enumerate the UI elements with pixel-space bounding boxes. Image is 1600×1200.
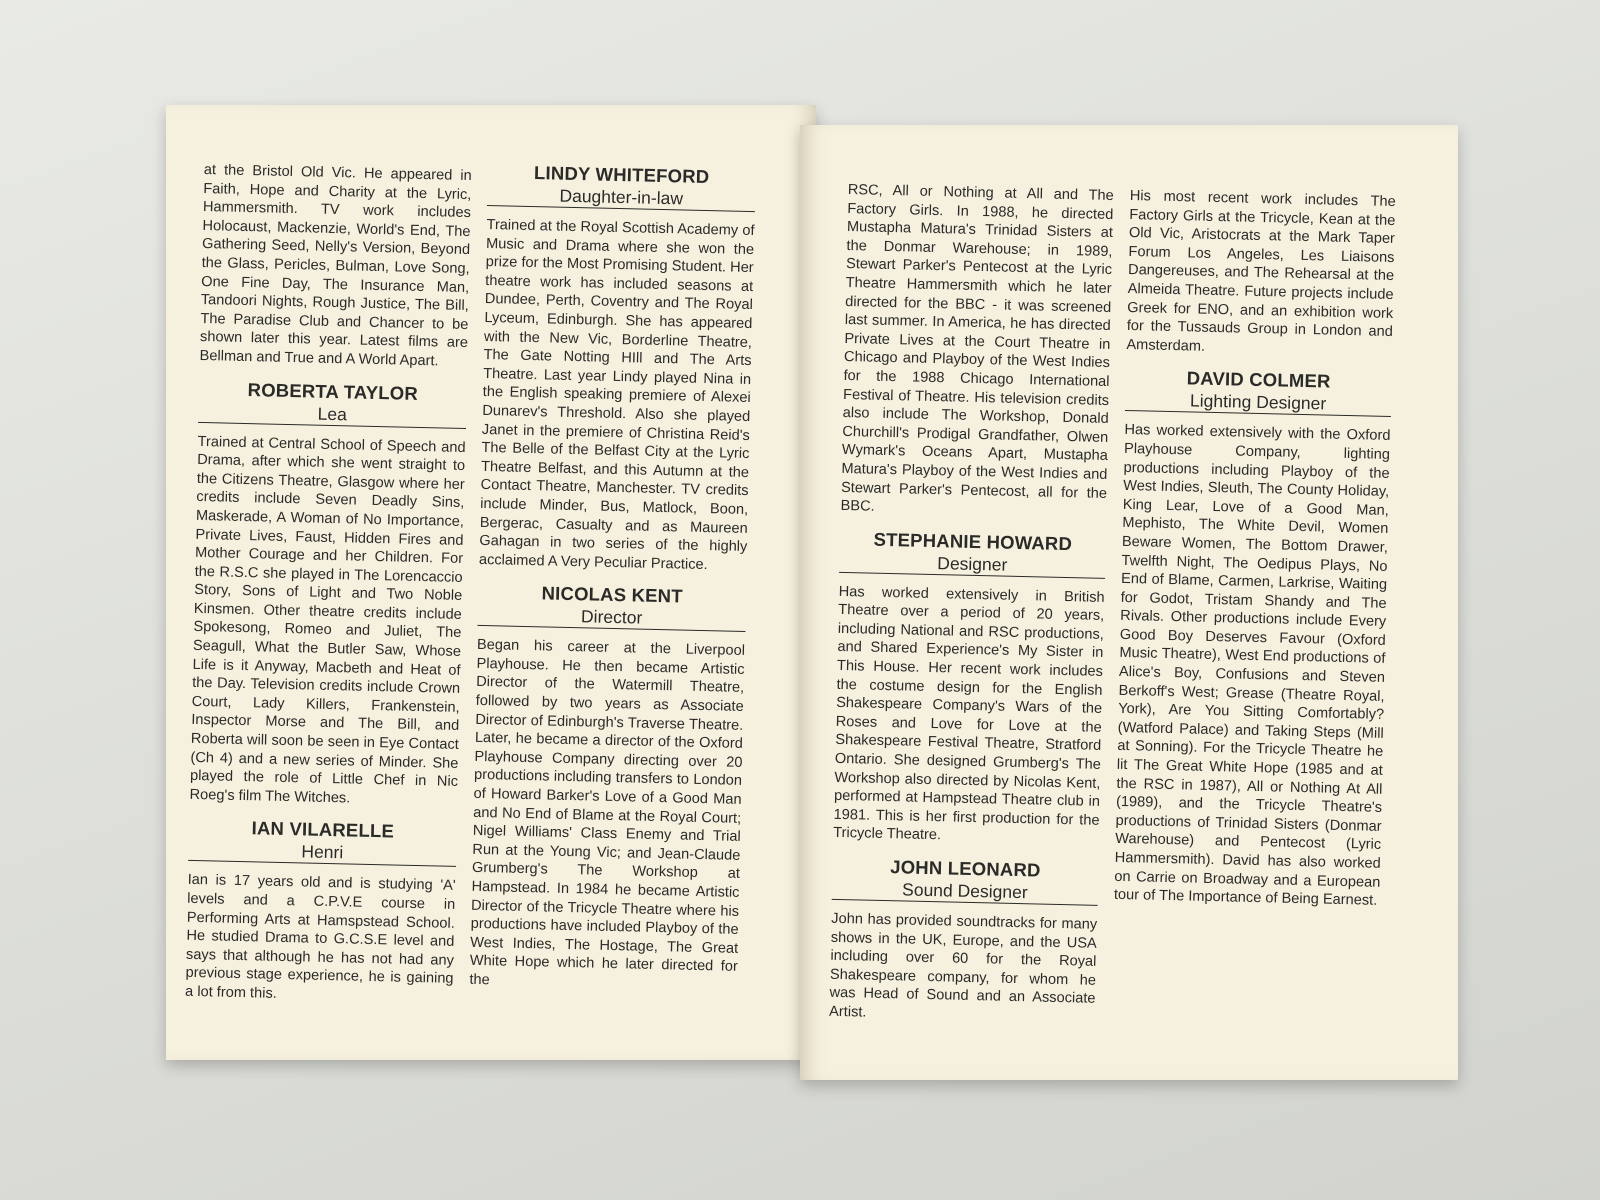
credit-role: Daughter-in-law (559, 185, 684, 209)
left-page-column-1 (185, 161, 472, 1007)
credit-entry (469, 581, 746, 995)
credit-name: DAVID COLMER (1186, 367, 1331, 392)
credit-name: IAN VILARELLE (251, 817, 395, 842)
credit-name: STEPHANIE HOWARD (873, 528, 1073, 554)
credit-role: Lea (317, 403, 348, 424)
credit-bio: Began his career at the Liverpool Playhouse. He then became Artistic Director of the Watermill Theatre, followed by two years as Associate Director of Edinburgh's Traverse Theatre. Later, he became a director of the Oxford Playhouse Company directing over 20 productions including transfers to London of Howard Barker's Love of a Good Man and No End of Blame at the Royal Court; Nigel Williams' Class Enemy and Trial Run at the Young Vic; and Jean-Claude Grumberg's The Workshop at Hampstead. In 1984 he became Artistic Director of the Tricycle Theatre where his productions have included Playboy of the West Indies, The Hostage, The Great White Hope which he later directed for the (469, 637, 746, 989)
credit-bio: John has provided soundtracks for many shows in the UK, Europe, and the USA including over 60 for the Royal Shakespeare company, for whom he was Head of Sound and an Associate Artist. (828, 910, 1098, 1021)
right-page-column-1 (829, 181, 1114, 1027)
credit-name: LINDY WHITEFORD (533, 162, 710, 188)
left-page-column-2 (469, 161, 756, 995)
credit-entry (1114, 366, 1392, 910)
credit-role: Henri (301, 841, 344, 863)
credit-entry (833, 528, 1106, 849)
credit-bio: Trained at the Royal Scottish Academy of Music and Drama where she won the prize for the Most Promising Student. Her theatre work has included seasons at Dundee, Perth, Coventry and The Royal Lyceum, Edinburgh. She has appeared with the New Vic, Borderline Theatre, The Gate Notting HIll and The Arts Theatre. Last year Lindy played Nina in the English speaking premiere of Alexei Dunarev's Threshold. Also she played Janet in the premiere of Christina Reid's The Belle of the Belfast City at the Lyric Theatre Belfast, and this Autumn at the Contact Theatre, Manchester. TV credits include Minder, Bus, Matlock, Boon, Bergerac, Casualty and as Maureen Gahagan in two series of the highly acclaimed A Very Peculiar Practice. (478, 216, 755, 573)
credit-entry (189, 377, 467, 810)
right-page-column-2 (1114, 187, 1396, 911)
credit-entry (185, 816, 457, 1007)
credit-name: ROBERTA TAYLOR (247, 378, 419, 404)
credit-name: NICOLAS KENT (541, 582, 683, 607)
credit-role: Director (580, 606, 643, 628)
left-page (166, 105, 816, 1060)
credit-role: Lighting Designer (1189, 390, 1327, 414)
credit-bio: Has worked extensively in British Theatre over a period of 20 years, including National and RSC productions, and Shared Experience's My Sister in This House. Her recent work includes the costume design for the English Shakespeare Company's Wars of the Roses and Love for Love at the Shakespeare Festival Theatre, Stratford Ontario. She designed Grumberg's The Workshop also directed by Nicolas Kent, performed at Hampstead Theatre club in 1981. This is her first production for the Tricycle Theatre. (833, 583, 1105, 844)
continued-text: RSC, All or Nothing at All and The Factory Girls. In 1988, he directed Mustapha Matura's Trinidad Sisters at the Donmar Warehouse; in 1989, Stewart Parker's Pentecost at the Lyric Theatre Hammersmith which he later directed for the BBC - it was screened last summer. In America, he has directed Private Lives at the Court Theatre in Chicago and Playboy of the West Indies for the 1988 Chicago International Festival of Theatre. His television credits also include The Workshop, Donald Churchill's Prodigal Grandfather, Olwen Wymark's Oceans Apart, Mustapha Matura's Playboy of the West Indies and Stewart Parker's Pentecost, all for the BBC. (840, 181, 1114, 515)
credit-bio: Trained at Central School of Speech and Drama, after which she went straight to the Citizens Theatre, Glasgow where her credits include Seven Deadly Sins, Maskerade, A Woman of No Importance, Private Lives, Faust, Hidden Fires and Mother Courage and her Children. For the R.S.C she played in The Lorencaccio Story, Sons of Light and Two Noble Kinsmen. Other theatre credits include Spokesong, Romeo and Juliet, The Seagull, What the Butler Saw, Whose Life is it Anyway, Macbeth and Heat of the Day. Television credits include Crown Court, Lady Killers, Frankenstein, Inspector Morse and The Bill, and Roberta will soon be seen in Eye Contact (Ch 4) and a new series of Minder. She played the role of Little Chef in Nic Roeg's film The Witches. (189, 433, 466, 807)
credit-bio: Ian is 17 years old and is studying 'A' levels and a C.P.V.E course in Performing Arts at Hamspstead School. He studied Drama to G.C.S.E level and says that although he has not had any previous stage experience, he is gaining a lot from this. (184, 872, 456, 1002)
credit-entry (479, 161, 756, 575)
credit-role: Designer (937, 552, 1008, 575)
continued-text: at the Bristol Old Vic. He appeared in Faith, Hope and Charity at the Lyric, Hammersmith. TV work includes Holocaust, Mackenzie, World's End, The Gathering Seed, Nelly's Version, Beyond the Glass, Pericles, Bulman, Love Song, One Fine Day, The Insurance Man, Tandoori Nights, Rough Justice, The Bill, The Paradise Club and Chancer to be shown later this year. Latest films are Bellman and True and A World Apart. (199, 161, 472, 370)
credit-name: JOHN LEONARD (889, 856, 1041, 881)
credit-bio: Has worked extensively with the Oxford Playhouse Company, lighting productions including Playboy of the West Indies, Sleuth, The County Holiday, King Lear, Love of a Good Man, Mephisto, The White Devil, Women Beware Women, The Bottom Drawer, Twelfth Night, The Oedipus Plays, No End of Blame, Carmen, Larkrise, Waiting for Godot, Tristam Shandy and The Rivals. Other productions include Every Good Boy Deserves Favour (Oxford Music Theatre), West End productions of Alice's Boy, Confusions and Steven Berkoff's West; Grease (Theatre Royal, York), Are You Sitting Comfortably? (Watford Palace) and Taking Steps (Mill at Sonning). For the Tricycle Theatre he lit The Great White Hope (1985 and at the RSC in 1987), All or Nothing At All (1989), and the Tricycle Theatre's productions of Trinidad Sisters (Donmar Warehouse) and Pentecost (Lyric Hammersmith). David has also worked on Carrie on Broadway and a European tour of The Importance of Being Earnest. (1113, 422, 1391, 909)
credit-role: Sound Designer (901, 879, 1028, 903)
credit-entry (829, 855, 1099, 1028)
right-page (800, 125, 1458, 1080)
continued-text: His most recent work includes The Factory Girls at the Tricycle, Kean at the Old Vic, Aristocrats at the Mark Taper Forum Los Angeles, Les Liaisons Dangereuses, and The Rehearsal at the Almeida Theatre. Future projects include Greek for ENO, and an exhibition work for the Tussauds Group in London and Amsterdam. (1126, 187, 1396, 355)
